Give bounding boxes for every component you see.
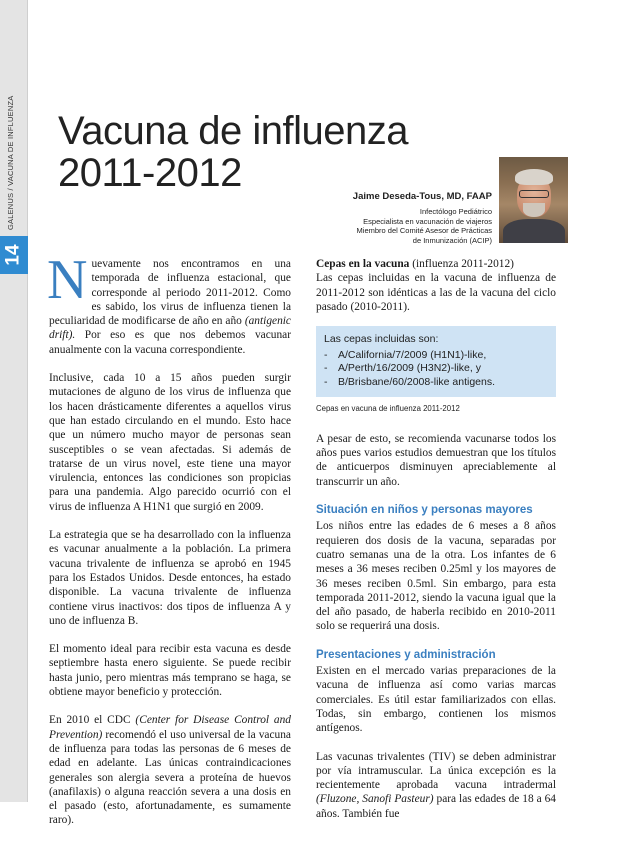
article-title [58, 110, 458, 194]
article-title-line1: Vacuna de influenza [58, 109, 409, 153]
strains-box [316, 326, 556, 396]
list-item: - B/Brisbane/60/2008-like antigens. [324, 376, 548, 390]
strains-caption: Cepas en vacuna de influenza 2011-2012 [316, 403, 460, 413]
cepas-heading: Cepas en la vacuna [316, 258, 410, 270]
side-margin-rule [27, 0, 28, 802]
author-block [353, 191, 492, 245]
paragraph-cepas: Cepas en la vacuna (influenza 2011-2012) Las cepas incluidas en la vacuna de influenza de 2011-2012 son idénticas a las de la vacuna del ciclo pasado (2010-2011). [316, 258, 556, 313]
strains-list [324, 349, 548, 390]
paragraph-presentations: Existen en el mercado varias preparaciones de la vacuna de influenza así como varias marcas comerciales. Es útil estar familiarizados con ellas. Todas, sin embargo, contienen los mismos antígenos. [316, 665, 556, 735]
drop-cap: N [47, 249, 88, 311]
list-item: - A/California/7/2009 (H1N1)-like, [324, 349, 548, 363]
right-column [316, 257, 556, 835]
author-credential: Especialista en vacunación de viajeros [363, 216, 492, 226]
paragraph-annual: A pesar de esto, se recomienda vacunarse todos los años pues varios estudios demuestran que los títulos de anticuerpos disminuyen apreciablemente al transcurrir un año. [316, 432, 556, 488]
page-number: 14 [2, 244, 24, 266]
paragraph-timing: El momento ideal para recibir esta vacuna es desde septiembre hasta enero siguiente. Se puede recibir hasta junio, pero mientras más temprano se haga, se obtiene mayor beneficio y protección. [49, 643, 291, 699]
list-item: - A/Perth/16/2009 (H3N2)-like, y [324, 362, 548, 376]
running-head-text: GALENUS / VACUNA DE INFLUENZA [6, 95, 15, 230]
paragraph-cdc: En 2010 el CDC (Center for Disease Control and Prevention) recomendó el uso universal de la vacuna de influenza para todas las personas de 6 meses de edad en adelante. Las únicas contraindicaciones generales son alergia severa a proteína de huevos (anafilaxis) o alguna reacción severa a una dosis en el pasado (esto, afortunadamente, es sumamente raro). [49, 714, 292, 827]
page-number-tab [0, 236, 28, 274]
intro-paragraph: Nuevamente nos encontramos en una temporada de influenza estacional, que corresponde al periodo 2011-2012. Como es sabido, los virus de influenza tienen la peculiaridad de modificarse de año en año (antigenic drift). Por eso es que nos debemos vacunar anualmente con la vacuna correspondiente. [47, 249, 291, 356]
strains-box-title: Las cepas incluidas son: [324, 333, 439, 346]
article-title-line2: 2011-2012 [58, 151, 242, 195]
section-heading-children: Situación en niños y personas mayores [316, 504, 533, 517]
author-credential: Miembro del Comité Asesor de Prácticas [356, 226, 492, 235]
paragraph-strategy: La estrategia que se ha desarrollado con la influenza es vacunar anualmente a la población. La primera vacuna trivalente de influenza se aprobó en 1945 para los Estados Unidos. Desde entonces, ha estado disponible. La vacuna trivalente de influenza contiene virus inactivos: dos tipos de influenza A y uno de influenza B. [49, 529, 291, 627]
paragraph-mutations: Inclusive, cada 10 a 15 años pueden surgir mutaciones de alguno de los virus de influenza que los hacen drásticamente diferentes a aquellos virus que han estado circulando en el mundo. Esto hace que un número mucho mayor de personas sean susceptibles o se vean afectadas. Si además de tratarse de un virus novel, este tiene una mayor virulencia, entonces las condiciones son propicias para una pandemia. Algo parecido ocurrió con el virus de influenza A H1N1 que surgió en 2009. [49, 372, 291, 513]
author-credential: de Inmunización (ACIP) [412, 235, 492, 245]
left-column [47, 249, 292, 842]
author-name: Jaime Deseda-Tous, MD, FAAP [352, 191, 492, 202]
section-heading-presentations: Presentaciones y administración [316, 648, 496, 661]
author-photo [499, 157, 568, 243]
paragraph-tiv: Las vacunas trivalentes (TIV) se deben administrar por vía intramuscular. La única excepción es la recientemente aprobada vacuna intradermal (Fluzone, Sanofi Pasteur) para las edades de 18 a 64 años. También fue [316, 750, 556, 820]
paragraph-children: Los niños entre las edades de 6 meses a 8 años requieren dos dosis de la vacuna, separadas por cuatro semanas una de la otra. Los infantes de 6 meses a 36 meses reciben 0.25ml y los mayores de 36 meses reciben 0.5ml. Sin embargo, para esta temporada 2011-2012, siendo la vacuna igual que la del año pasado, de haberla recibido en 2010-2011 solo se requerirá una dosis. [316, 520, 556, 633]
author-credential: Infectólogo Pediátrico [419, 207, 492, 216]
